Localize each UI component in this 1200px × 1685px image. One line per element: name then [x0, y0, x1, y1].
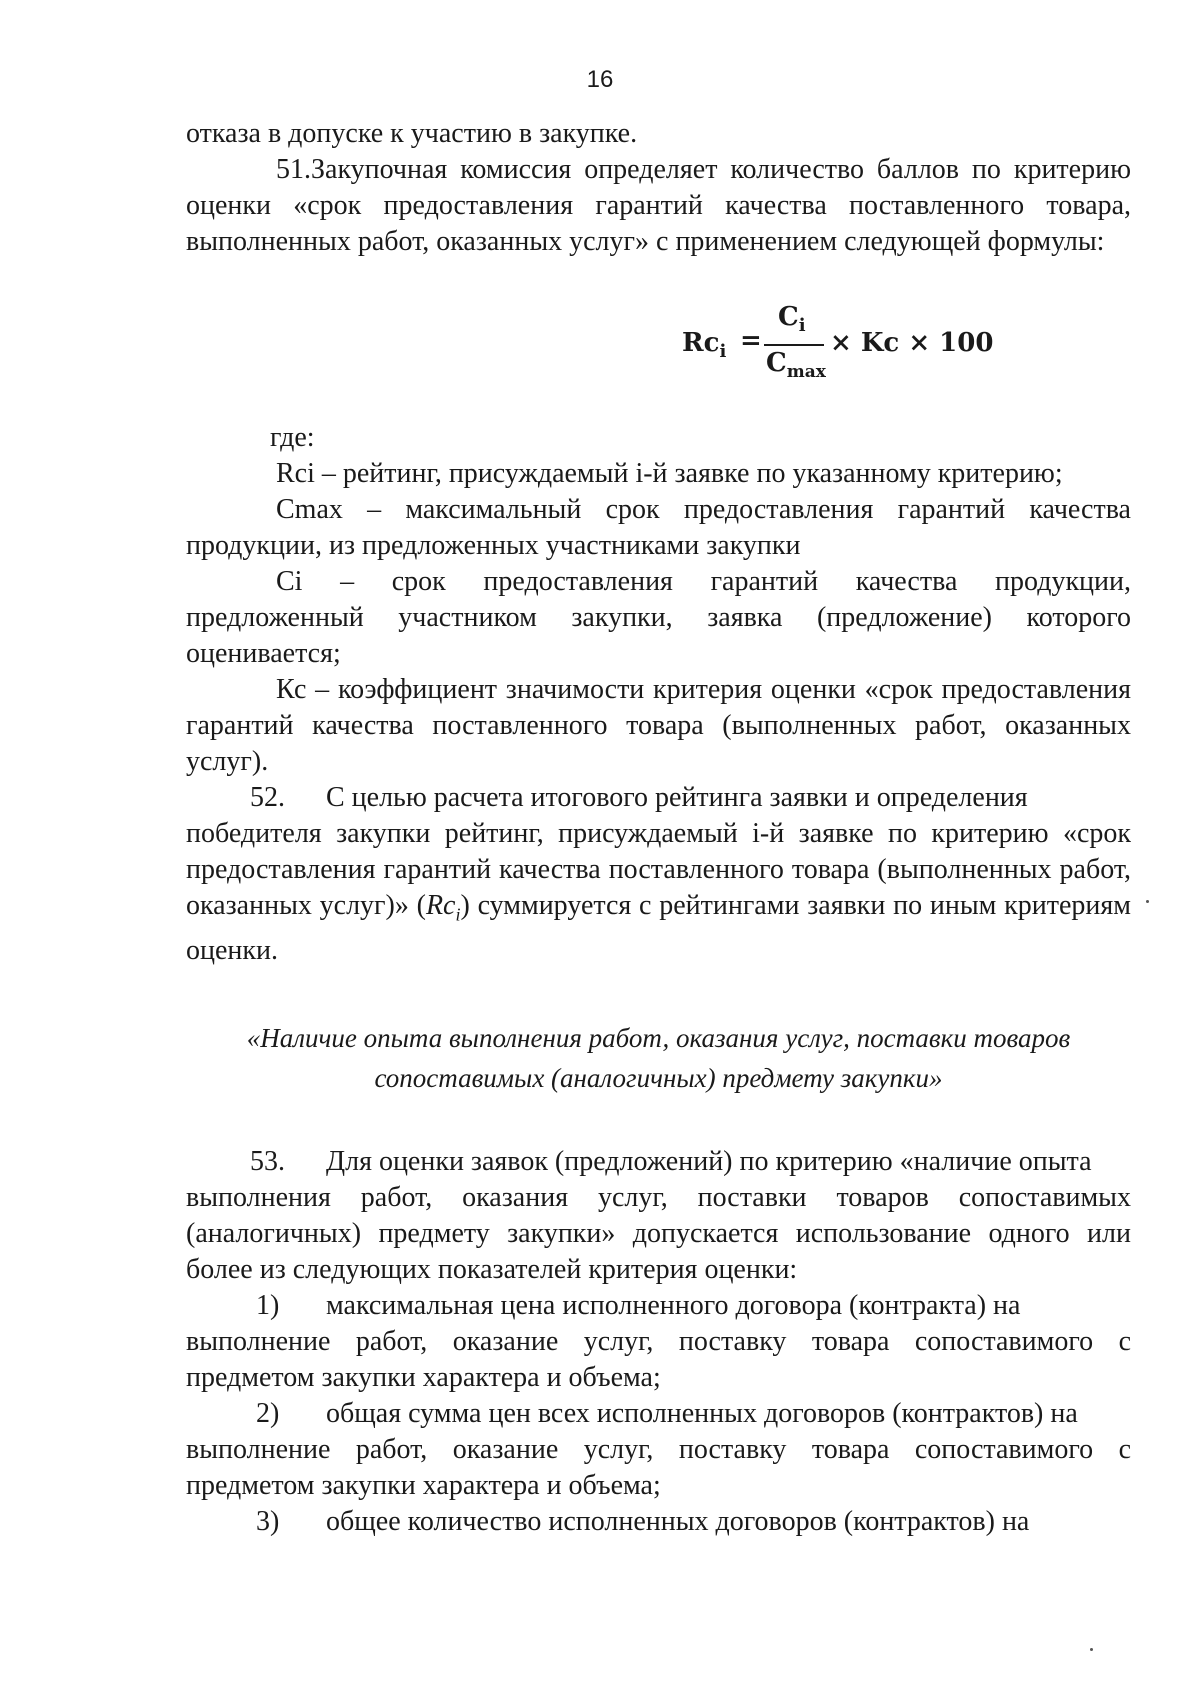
item-1-number: 1) — [256, 1290, 280, 1321]
section-heading: «Наличие опыта выполнения работ, оказания услуг, поставки товаров сопоставимых (аналогичных) предмету закупки» — [246, 1023, 1071, 1093]
paragraph-52: победителя закупки рейтинг, присуждаемый i-й заявке по критерию «срок предоставления гарантий качества поставленного товара (выполненных работ, оказанных услуг)» $(Rc_i)$ суммируется с рейтингами заявки по иным критериям оценки. — [186, 818, 1131, 966]
item-3-first-line: общее количество исполненных договоров (контрактов) на — [326, 1506, 1030, 1537]
item-1: выполнение работ, оказание услуг, поставку товара сопоставимого с предметом закупки характера и объема; — [186, 1326, 1131, 1393]
item-2-first-line: общая сумма цен всех исполненных договоров (контрактов) на — [326, 1398, 1078, 1429]
page-number: 16 — [586, 66, 614, 93]
paragraph-51: 51.Закупочная комиссия определяет количество баллов по критерию оценки «срок предоставления гарантий качества поставленного товара, выполненных работ, оказанных услуг» с применением следующей формулы: — [186, 154, 1131, 257]
item-2: выполнение работ, оказание услуг, поставку товара сопоставимого с предметом закупки характера и объема; — [186, 1434, 1131, 1501]
formula — [682, 304, 1002, 384]
item-1-first-line: максимальная цена исполненного договора (контракта) на — [326, 1290, 1021, 1321]
definition-ci: Ci – срок предоставления гарантий качества продукции, предложенный участником закупки, заявка (предложение) которого оценивается; — [186, 566, 1131, 669]
scan-speck — [1146, 900, 1149, 903]
p53-number: 53. — [250, 1146, 285, 1177]
p52-first-line: С целью расчета итогового рейтинга заявки и определения — [326, 782, 1028, 813]
p52-number: 52. — [250, 782, 285, 813]
definition-cmax: Cmax – максимальный срок предоставления гарантий качества продукции, из предложенных участниками закупки — [186, 494, 1131, 561]
formula-denominator: $C_{max}$ — [766, 348, 826, 383]
definition-rci: Rci – рейтинг, присуждаемый i-й заявке по указанному критерию; — [276, 458, 1063, 489]
definition-kc: Кс – коэффициент значимости критерия оценки «срок предоставления гарантий качества поставленного товара (выполненных работ, оказанных услуг). — [186, 674, 1131, 777]
formula-rest: × Kc × 100 — [830, 328, 994, 358]
formula-eq: = — [740, 326, 762, 356]
paragraph-intro: отказа в допуске к участию в закупке. — [186, 118, 638, 149]
formula-numerator: $C_i$ — [778, 302, 806, 337]
p53-first-line: Для оценки заявок (предложений) по критерию «наличие опыта — [326, 1146, 1092, 1177]
paragraph-53: выполнения работ, оказания услуг, поставки товаров сопоставимых (аналогичных) предмету закупки» допускается использование одного или более из следующих показателей критерия оценки: — [186, 1182, 1131, 1285]
item-3-number: 3) — [256, 1506, 280, 1537]
scan-speck — [1090, 1648, 1093, 1651]
formula-lhs: $Rc_i$ — [682, 328, 727, 363]
fraction-line — [764, 344, 824, 346]
item-2-number: 2) — [256, 1398, 280, 1429]
where-label: где: — [270, 422, 315, 453]
